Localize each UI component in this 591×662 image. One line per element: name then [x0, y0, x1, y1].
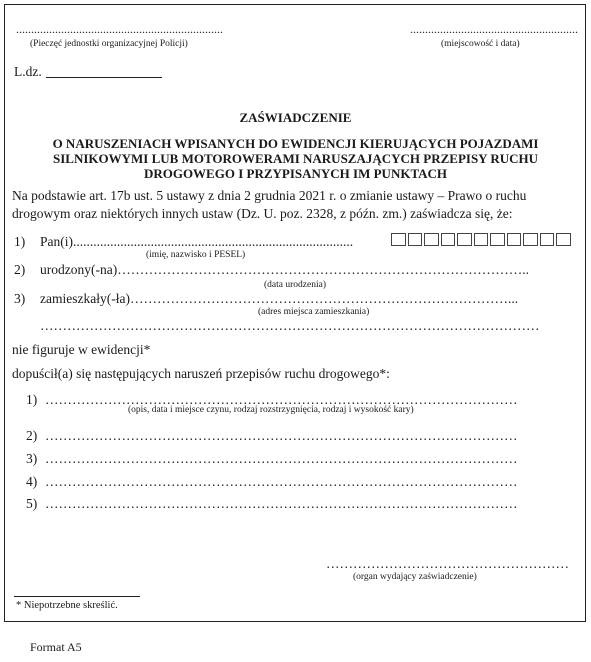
birth-date-field[interactable]: urodzony(-na)………………………………………………………………………………..: [40, 262, 529, 277]
pesel-boxes[interactable]: [391, 233, 573, 246]
not-listed-statement: nie figuruje w ewidencji*: [12, 342, 151, 357]
pesel-digit-box[interactable]: [391, 233, 406, 246]
pesel-digit-box[interactable]: [540, 233, 555, 246]
field-1-number: 1): [14, 234, 26, 249]
title-line-1: O NARUSZENIACH WPISANYCH DO EWIDENCJI KIERUJĄCYCH POJAZDAMI: [52, 136, 539, 151]
place-date-dots: ........................................................: [410, 22, 578, 36]
address-continuation[interactable]: …………………………………………………………………………………………………: [40, 318, 540, 333]
document-title: ZAŚWIADCZENIE: [239, 110, 352, 125]
stamp-dots: .....................................................................: [16, 22, 223, 36]
pesel-digit-box[interactable]: [441, 233, 456, 246]
violation-3-number: 3): [26, 451, 38, 466]
title-line-2: SILNIKOWYMI LUB MOTOROWERAMI NARUSZAJĄCYCH PRZEPISY RUCHU: [52, 151, 538, 166]
ldz-label: L.dz.: [14, 64, 42, 79]
pesel-digit-box[interactable]: [408, 233, 423, 246]
violation-1-field[interactable]: ……………………………………………………………………………………………: [45, 392, 518, 407]
violation-2-field[interactable]: ……………………………………………………………………………………………: [45, 428, 518, 443]
place-date-caption: (miejscowość i data): [441, 39, 520, 49]
name-pesel-caption: (imię, nazwisko i PESEL): [146, 250, 246, 260]
violation-5-number: 5): [26, 496, 38, 511]
signature-caption: (organ wydający zaświadczenie): [353, 572, 477, 582]
address-caption: (adres miejsca zamieszkania): [258, 307, 370, 317]
title-line-3: DROGOWEGO I PRZYPISANYCH IM PUNKTACH: [143, 166, 448, 181]
name-pesel-field[interactable]: Pan(i)...................................................................................: [40, 234, 354, 249]
violation-3-field[interactable]: ……………………………………………………………………………………………: [45, 451, 518, 466]
birth-date-caption: (data urodzenia): [264, 280, 326, 290]
pesel-digit-box[interactable]: [490, 233, 505, 246]
violation-2-number: 2): [26, 428, 38, 443]
pesel-digit-box[interactable]: [424, 233, 439, 246]
violations-statement: dopuścił(a) się następujących naruszeń przepisów ruchu drogowego*:: [12, 366, 390, 381]
footnote-separator: [14, 596, 140, 597]
violation-1-number: 1): [26, 392, 38, 407]
pesel-digit-box[interactable]: [523, 233, 538, 246]
pesel-digit-box[interactable]: [556, 233, 571, 246]
signature-field[interactable]: ………………………………………………: [326, 556, 569, 571]
field-2-number: 2): [14, 262, 26, 277]
address-field[interactable]: zamieszkały(-ła)…………………………………………………………………………...: [40, 291, 519, 306]
violation-4-number: 4): [26, 474, 38, 489]
pesel-digit-box[interactable]: [507, 233, 522, 246]
violation-4-field[interactable]: ……………………………………………………………………………………………: [45, 474, 518, 489]
pesel-digit-box[interactable]: [474, 233, 489, 246]
violation-5-field[interactable]: ……………………………………………………………………………………………: [45, 496, 518, 511]
field-3-number: 3): [14, 291, 26, 306]
stamp-caption: (Pieczęć jednostki organizacyjnej Policji): [30, 39, 188, 49]
violation-caption: (opis, data i miejsce czynu, rodzaj rozstrzygnięcia, rodzaj i wysokość kary): [128, 405, 414, 415]
ldz-line: [46, 77, 162, 78]
pesel-digit-box[interactable]: [457, 233, 472, 246]
intro-line-2: drogowym oraz niektórych innych ustaw (Dz. U. poz. 2328, z późn. zm.) zaświadcza się, że:: [12, 206, 513, 221]
intro-line-1: Na podstawie art. 17b ust. 5 ustawy z dnia 2 grudnia 2021 r. o zmianie ustawy – Prawo o ruchu: [12, 188, 527, 203]
footnote: * Niepotrzebne skreślić.: [16, 600, 118, 611]
format-label: Format A5: [30, 640, 82, 654]
